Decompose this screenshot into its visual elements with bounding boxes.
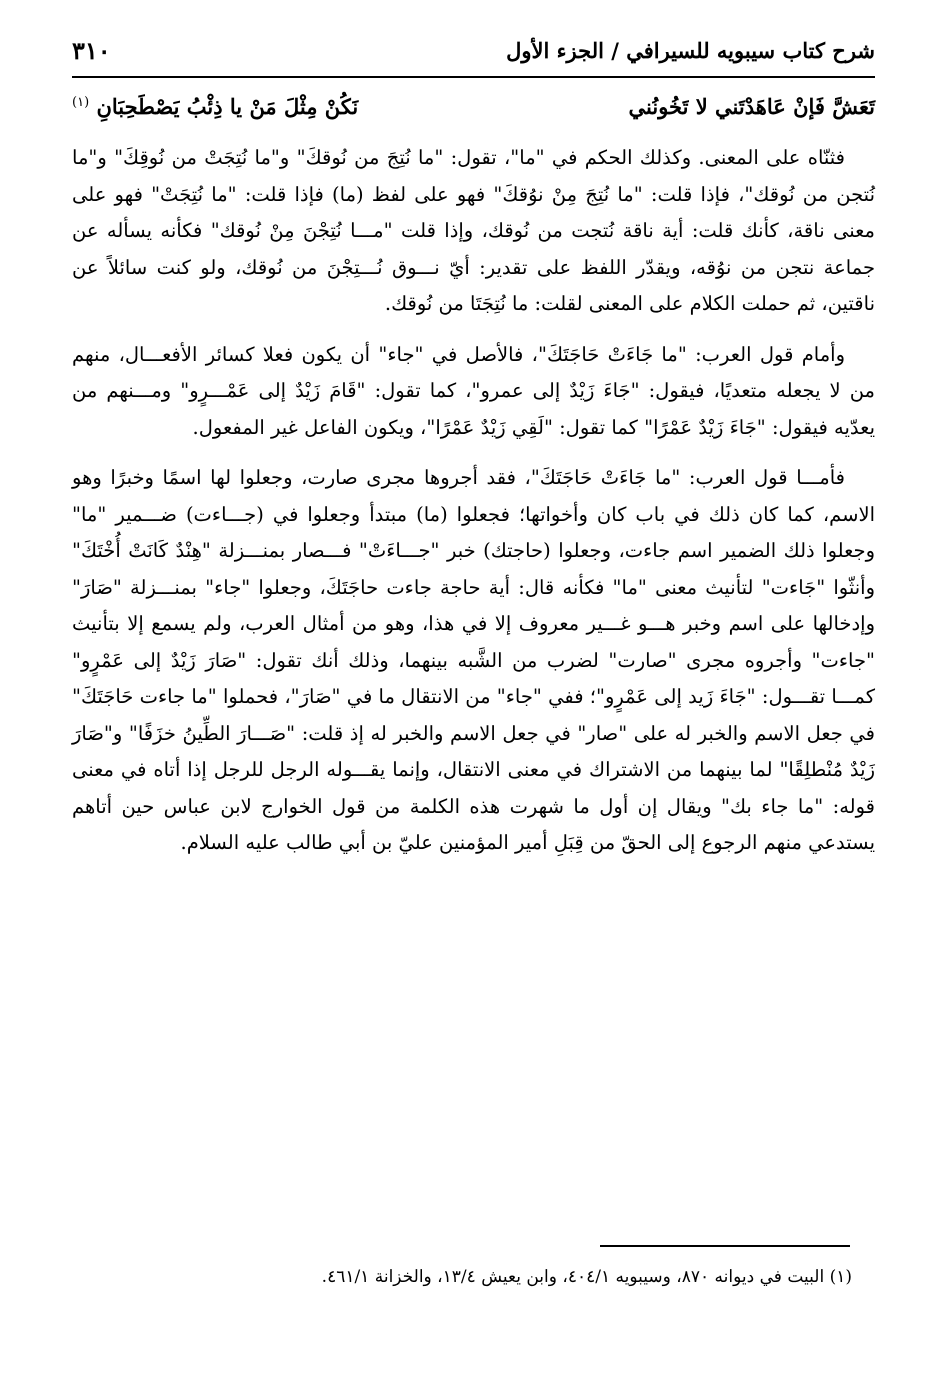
paragraph: فأمـــا قول العرب: "ما جَاءَتْ حَاجَتَكَ"، فقد أجروها مجرى صارت، وجعلوا لها اسمًا وخبرًا وهو الاسم، كما كان ذلك في باب كان وأخواتها؛ فجعلوا (ما) مبتدأ وجعلوا في (جـــاءت) ضـــمير "ما" وجعلوا ذلك الضمير اسم جاءت، وجعلوا (حاجتك) خبر "جـــاءَتْ" فـــصار بمنـــزلة "هِنْدٌ كَانَتْ أُخْتَكَ" وأنثّوا "جَاءت" لتأنيث معنى "ما" فكأنه قال: أية حاجة جاءت حاجَتَكَ، وجعلوا "جاء" بمنـــزلة "صَارَ" وإدخالها على اسم وخبر هـــو غـــير معروف إلا في هذا، وهو من أمثال العرب، ولم يسمع إلا بتأنيث "جاءت" وأجروه مجرى "صارت" لضرب من الشَّبه بينهما، وذلك أنك تقول: "صَارَ زَيْدٌ إلى عَمْرٍو" كمـــا تقـــول: "جَاءَ زَيد إلى عَمْرٍو"؛ ففي "جاء" من الانتقال ما في "صَارَ"، فحملوا "ما جاءت حَاجَتَكَ" في جعل الاسم والخبر له على "صار" في جعل الاسم والخبر له إذ قلت: "صَـــارَ الطِّينُ خزَفًا" و"صَارَ زَيْدٌ مُنْطلِقًا" لما بينهما من الاشتراك في معنى الانتقال، وإنما يقـــوله الرجل للرجل إذا أتاه في معنى قوله: "ما جاء بك" ويقال إن أول ما شهرت هذه الكلمة من قول الخوارج لابن عباس حين أتاهم يستدعي منهم الرجوع إلى الحقّ من قِبَلِ أمير المؤمنين عليّ بن أبي طالب عليه السلام. bbox=[72, 466, 875, 854]
main-text bbox=[72, 140, 875, 876]
poem-hemistich-first bbox=[629, 94, 875, 119]
poem-verse bbox=[72, 94, 875, 134]
hemistich-first-text: تَعَشَّ فَإنْ عَاهَدْتَني لا تَخُونُني bbox=[628, 94, 875, 119]
footnote-marker: (١) bbox=[72, 95, 90, 110]
poem-hemistich-second bbox=[72, 94, 358, 119]
running-header bbox=[72, 34, 875, 74]
header-title: شرح كتاب سيبويه للسيرافي / الجزء الأول bbox=[506, 38, 875, 63]
header-divider bbox=[72, 76, 875, 78]
page-number: ٣١٠ bbox=[72, 36, 111, 65]
paragraph: فثنّاه على المعنى. وكذلك الحكم في "ما"، تقول: "ما نُتِجَ من نُوقكَ" و"ما نُتِجَتْ من نُوقِكَ" و"ما نُتجن من نُوقك"، فإذا قلت: "ما نُتِجَ مِنْ نوُقكَ" فهو على لفظ (ما) فإذا قلت: "ما نُتِجَتْ" فهو على معنى ناقة، كأنك قلت: أية ناقة نُتجت من نُوقك، وإذا قلت "مـــا نُتِجْنَ مِنْ نُوقك" فكأنه يسأله عن جماعة نتجن من نوُقه، ويقدّر اللفظ على تقدير: أيّ نـــوق نُـــتِجْنَ من نُوقك، ولو كنت سائلاً عن ناقتين، ثم حملت الكلام على المعنى لقلت: ما نُتِجَتَا من نُوقك. bbox=[72, 146, 875, 315]
footnote-divider bbox=[600, 1245, 850, 1247]
hemistich-second-text: نَكُنْ مِثْلَ مَنْ يا ذِئْبُ يَصْطَحِبَانِ bbox=[96, 94, 359, 119]
paragraph: وأمام قول العرب: "ما جَاءَتْ حَاجَتَكَ"، فالأصل في "جاء" أن يكون فعلا كسائر الأفعـــال، منهم من لا يجعله متعديًا، فيقول: "جَاءَ زَيْدٌ إلى عمرو"، كما تقول: "قَامَ زَيْدٌ إلى عَمْـــرٍو" ومـــنهم من يعدّيه فيقول: "جَاءَ زَيْدٌ عَمْرًا" كما تقول: "لَقِي زَيْدٌ عَمْرًا"، ويكون الفاعل غير المفعول. bbox=[72, 342, 875, 439]
footnote: (١) البيت في ديوانه ٨٧٠، وسيبويه ٤٠٤/١، وابن يعيش ١٣/٤، والخزانة ٤٦١/١. bbox=[321, 1267, 852, 1287]
